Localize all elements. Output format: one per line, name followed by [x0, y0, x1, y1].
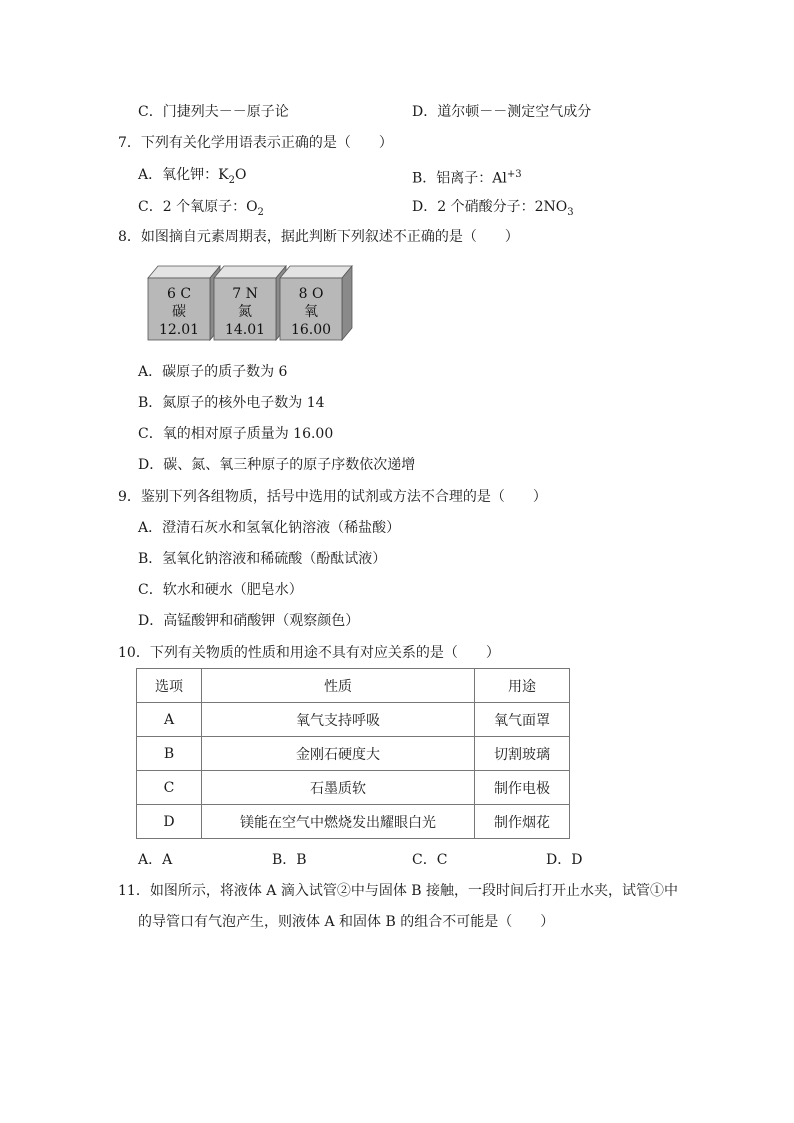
table-cell: 制作烟花	[475, 805, 570, 839]
q9-option-c: C．软水和硬水（肥皂水）	[138, 582, 303, 598]
element-number-symbol: 8 O	[298, 286, 324, 302]
table-cell: 镁能在空气中燃烧发出耀眼白光	[202, 805, 475, 839]
q10-stem: 10．下列有关物质的性质和用途不具有对应关系的是（ ）	[118, 645, 500, 661]
element-number-symbol: 7 N	[232, 286, 258, 302]
table-cell: 切割玻璃	[475, 737, 570, 771]
table-cell: C	[137, 771, 202, 805]
table-cell: D	[137, 805, 202, 839]
table-row	[137, 771, 570, 805]
element-name: 氧	[304, 304, 318, 320]
q7-option-a: A．氧化钾：$K_2O$	[138, 167, 247, 186]
table-cell: B	[137, 737, 202, 771]
q9-option-b: B．氢氧化钠溶液和稀硫酸（酚酞试液）	[138, 551, 387, 567]
table-cell: 制作电极	[475, 771, 570, 805]
q10-answer-b: B．B	[272, 852, 307, 868]
table-cell: 氧气支持呼吸	[202, 703, 475, 737]
q8-option-a: A．碳原子的质子数为 6	[138, 364, 288, 380]
q6-option-c: C．门捷列夫－－原子论	[138, 104, 289, 120]
q10-answer-c: C．C	[412, 852, 448, 868]
q11-stem-line-2: 的导管口有气泡产生，则液体 A 和固体 B 的组合不可能是（ ）	[138, 914, 555, 930]
element-number-symbol: 6 C	[166, 286, 192, 302]
q10-answer-d: D．D	[546, 852, 583, 868]
q7-option-d: D．2 个硝酸分子：$2NO_3$	[412, 199, 574, 218]
table-row	[137, 703, 570, 737]
q9-option-a: A．澄清石灰水和氢氧化钠溶液（稀盐酸）	[138, 520, 401, 536]
q8-option-b: B．氮原子的核外电子数为 14	[138, 395, 325, 411]
element-name: 碳	[172, 304, 186, 320]
table-row	[137, 805, 570, 839]
table-cell: A	[137, 703, 202, 737]
element-name: 氮	[238, 304, 252, 320]
element-mass: 14.01	[224, 322, 266, 338]
properties-table	[136, 668, 570, 839]
table-header-use: 用途	[475, 669, 570, 703]
table-cell: 石墨质软	[202, 771, 475, 805]
q11-stem-line-1: 11．如图所示，将液体 A 滴入试管②中与固体 B 接触，一段时间后打开止水夹，试管①中	[118, 883, 679, 899]
q7-option-c: C．2 个氧原子：$O_2$	[138, 199, 264, 218]
q9-option-d: D．高锰酸钾和硝酸钾（观察颜色）	[138, 613, 360, 629]
element-tile-oxygen	[280, 266, 352, 340]
table-header-property: 性质	[202, 669, 475, 703]
table-cell: 金刚石硬度大	[202, 737, 475, 771]
q6-option-d: D．道尔顿－－测定空气成分	[412, 104, 592, 120]
table-row	[137, 737, 570, 771]
element-mass: 12.01	[158, 322, 200, 338]
periodic-table-tiles-figure	[146, 262, 356, 344]
table-header-option: 选项	[137, 669, 202, 703]
table-header-row	[137, 669, 570, 703]
element-tile-nitrogen	[214, 266, 286, 340]
element-mass: 16.00	[290, 322, 332, 338]
q8-option-c: C．氧的相对原子质量为 16.00	[138, 426, 334, 442]
q7-option-b: B．铝离子：$Al^{+3}$	[412, 169, 522, 187]
q8-option-d: D．碳、氮、氧三种原子的原子序数依次递增	[138, 457, 416, 473]
q10-answer-a: A．A	[138, 852, 173, 868]
q8-stem: 8．如图摘自元素周期表，据此判断下列叙述不正确的是（ ）	[118, 229, 519, 245]
q9-stem: 9．鉴别下列各组物质，括号中选用的试剂或方法不合理的是（ ）	[118, 489, 547, 505]
element-tile-carbon	[148, 266, 220, 340]
table-cell: 氧气面罩	[475, 703, 570, 737]
q7-stem: 7．下列有关化学用语表示正确的是（ ）	[118, 135, 393, 151]
